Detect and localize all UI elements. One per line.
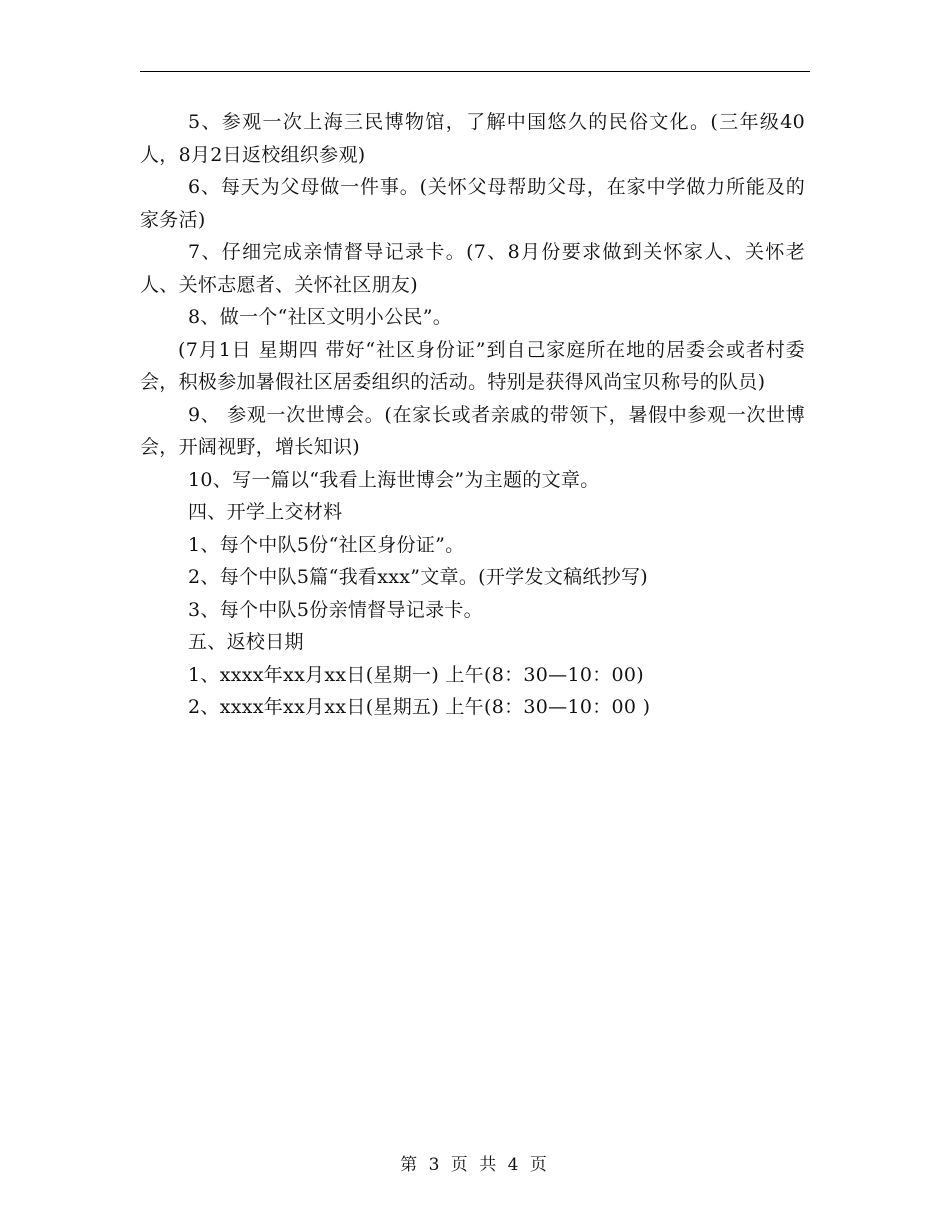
materials-item-2: 2、每个中队5篇“我看xxx”文章。(开学发文稿纸抄写) xyxy=(188,566,648,588)
paragraph-note-july: (7月1日 星期四 带好“社区身份证”到自己家庭所在地的居委会或者村委会，积极参加暑假社区居委组织的活动。特别是获得风尚宝贝称号的队员) xyxy=(140,338,805,393)
section-heading-materials: 四、开学上交材料 xyxy=(188,501,343,523)
paragraph-item-6: 6、每天为父母做一件事。(关怀父母帮助父母，在家中学做力所能及的家务活) xyxy=(140,176,805,231)
document-body xyxy=(140,106,805,724)
header-rule xyxy=(140,71,810,72)
paragraph-item-5: 5、参观一次上海三民博物馆，了解中国悠久的民俗文化。(三年级40人，8月2日返校组织参观) xyxy=(140,111,805,166)
return-date-1: 1、xxxx年xx月xx日(星期一) 上午(8：30—10：00) xyxy=(188,663,645,686)
paragraph-item-7: 7、仔细完成亲情督导记录卡。(7、8月份要求做到关怀家人、关怀老人、关怀志愿者、关怀社区朋友) xyxy=(140,241,805,296)
return-date-2: 2、xxxx年xx月xx日(星期五) 上午(8：30—10：00 ) xyxy=(188,696,651,718)
materials-item-1: 1、每个中队5份“社区身份证”。 xyxy=(188,533,465,556)
page-number-footer: 第 3 页 共 4 页 xyxy=(400,1155,550,1175)
paragraph-item-9: 9、 参观一次世博会。(在家长或者亲戚的带领下，暑假中参观一次世博会，开阔视野，增长知识) xyxy=(140,403,805,458)
paragraph-item-10: 10、写一篇以“我看上海世博会”为主题的文章。 xyxy=(188,468,600,491)
paragraph-item-8: 8、做一个“社区文明小公民”。 xyxy=(188,306,453,328)
section-heading-return-dates: 五、返校日期 xyxy=(188,631,304,653)
materials-item-3: 3、每个中队5份亲情督导记录卡。 xyxy=(188,598,483,621)
